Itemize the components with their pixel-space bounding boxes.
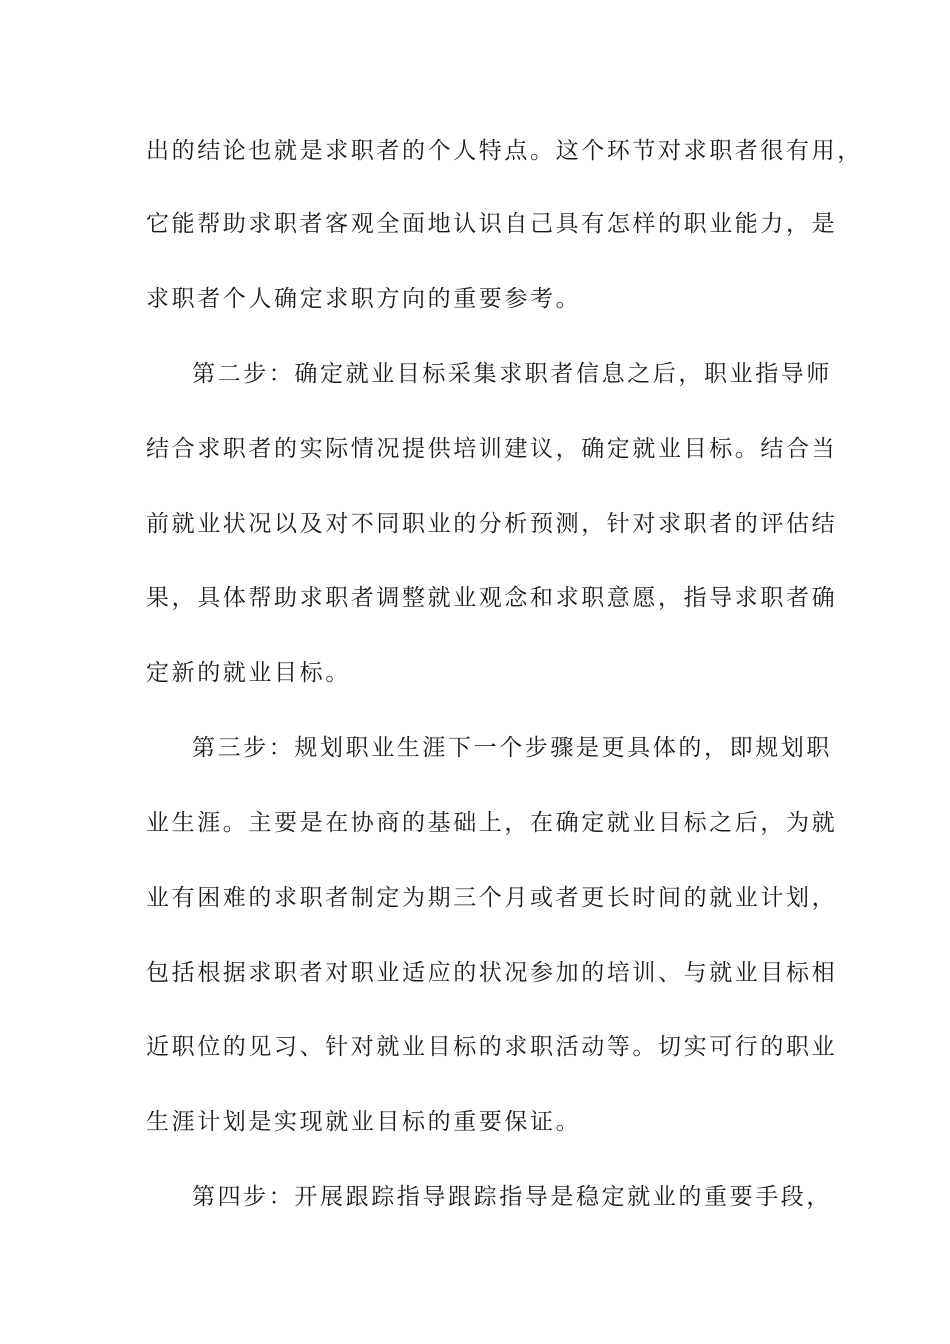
paragraph-start-line: 第二步：确定就业目标采集求职者信息之后，职业指导师 <box>192 361 832 387</box>
text-line: 业生涯。主要是在协商的基础上，在确定就业目标之后，为就 <box>146 810 838 836</box>
text-line: 求职者个人确定求职方向的重要参考。 <box>146 286 582 312</box>
text-line: 包括根据求职者对职业适应的状况参加的培训、与就业目标相 <box>146 960 838 986</box>
text-line: 出的结论也就是求职者的个人特点。这个环节对求职者很有用， <box>146 138 863 164</box>
paragraph-start-line: 第三步：规划职业生涯下一个步骤是更具体的，即规划职 <box>192 735 832 761</box>
paragraph-start-line: 第四步：开展跟踪指导跟踪指导是稳定就业的重要手段， <box>192 1184 832 1210</box>
text-line: 定新的就业目标。 <box>146 660 351 686</box>
text-line: 结合求职者的实际情况提供培训建议，确定就业目标。结合当 <box>146 436 838 462</box>
text-line: 果，具体帮助求职者调整就业观念和求职意愿，指导求职者确 <box>146 585 838 611</box>
text-line: 它能帮助求职者客观全面地认识自己具有怎样的职业能力，是 <box>146 211 838 237</box>
text-line: 生涯计划是实现就业目标的重要保证。 <box>146 1109 582 1135</box>
text-line: 近职位的见习、针对就业目标的求职活动等。切实可行的职业 <box>146 1034 838 1060</box>
text-line: 前就业状况以及对不同职业的分析预测，针对求职者的评估结 <box>146 511 838 537</box>
text-line: 业有困难的求职者制定为期三个月或者更长时间的就业计划， <box>146 885 838 911</box>
